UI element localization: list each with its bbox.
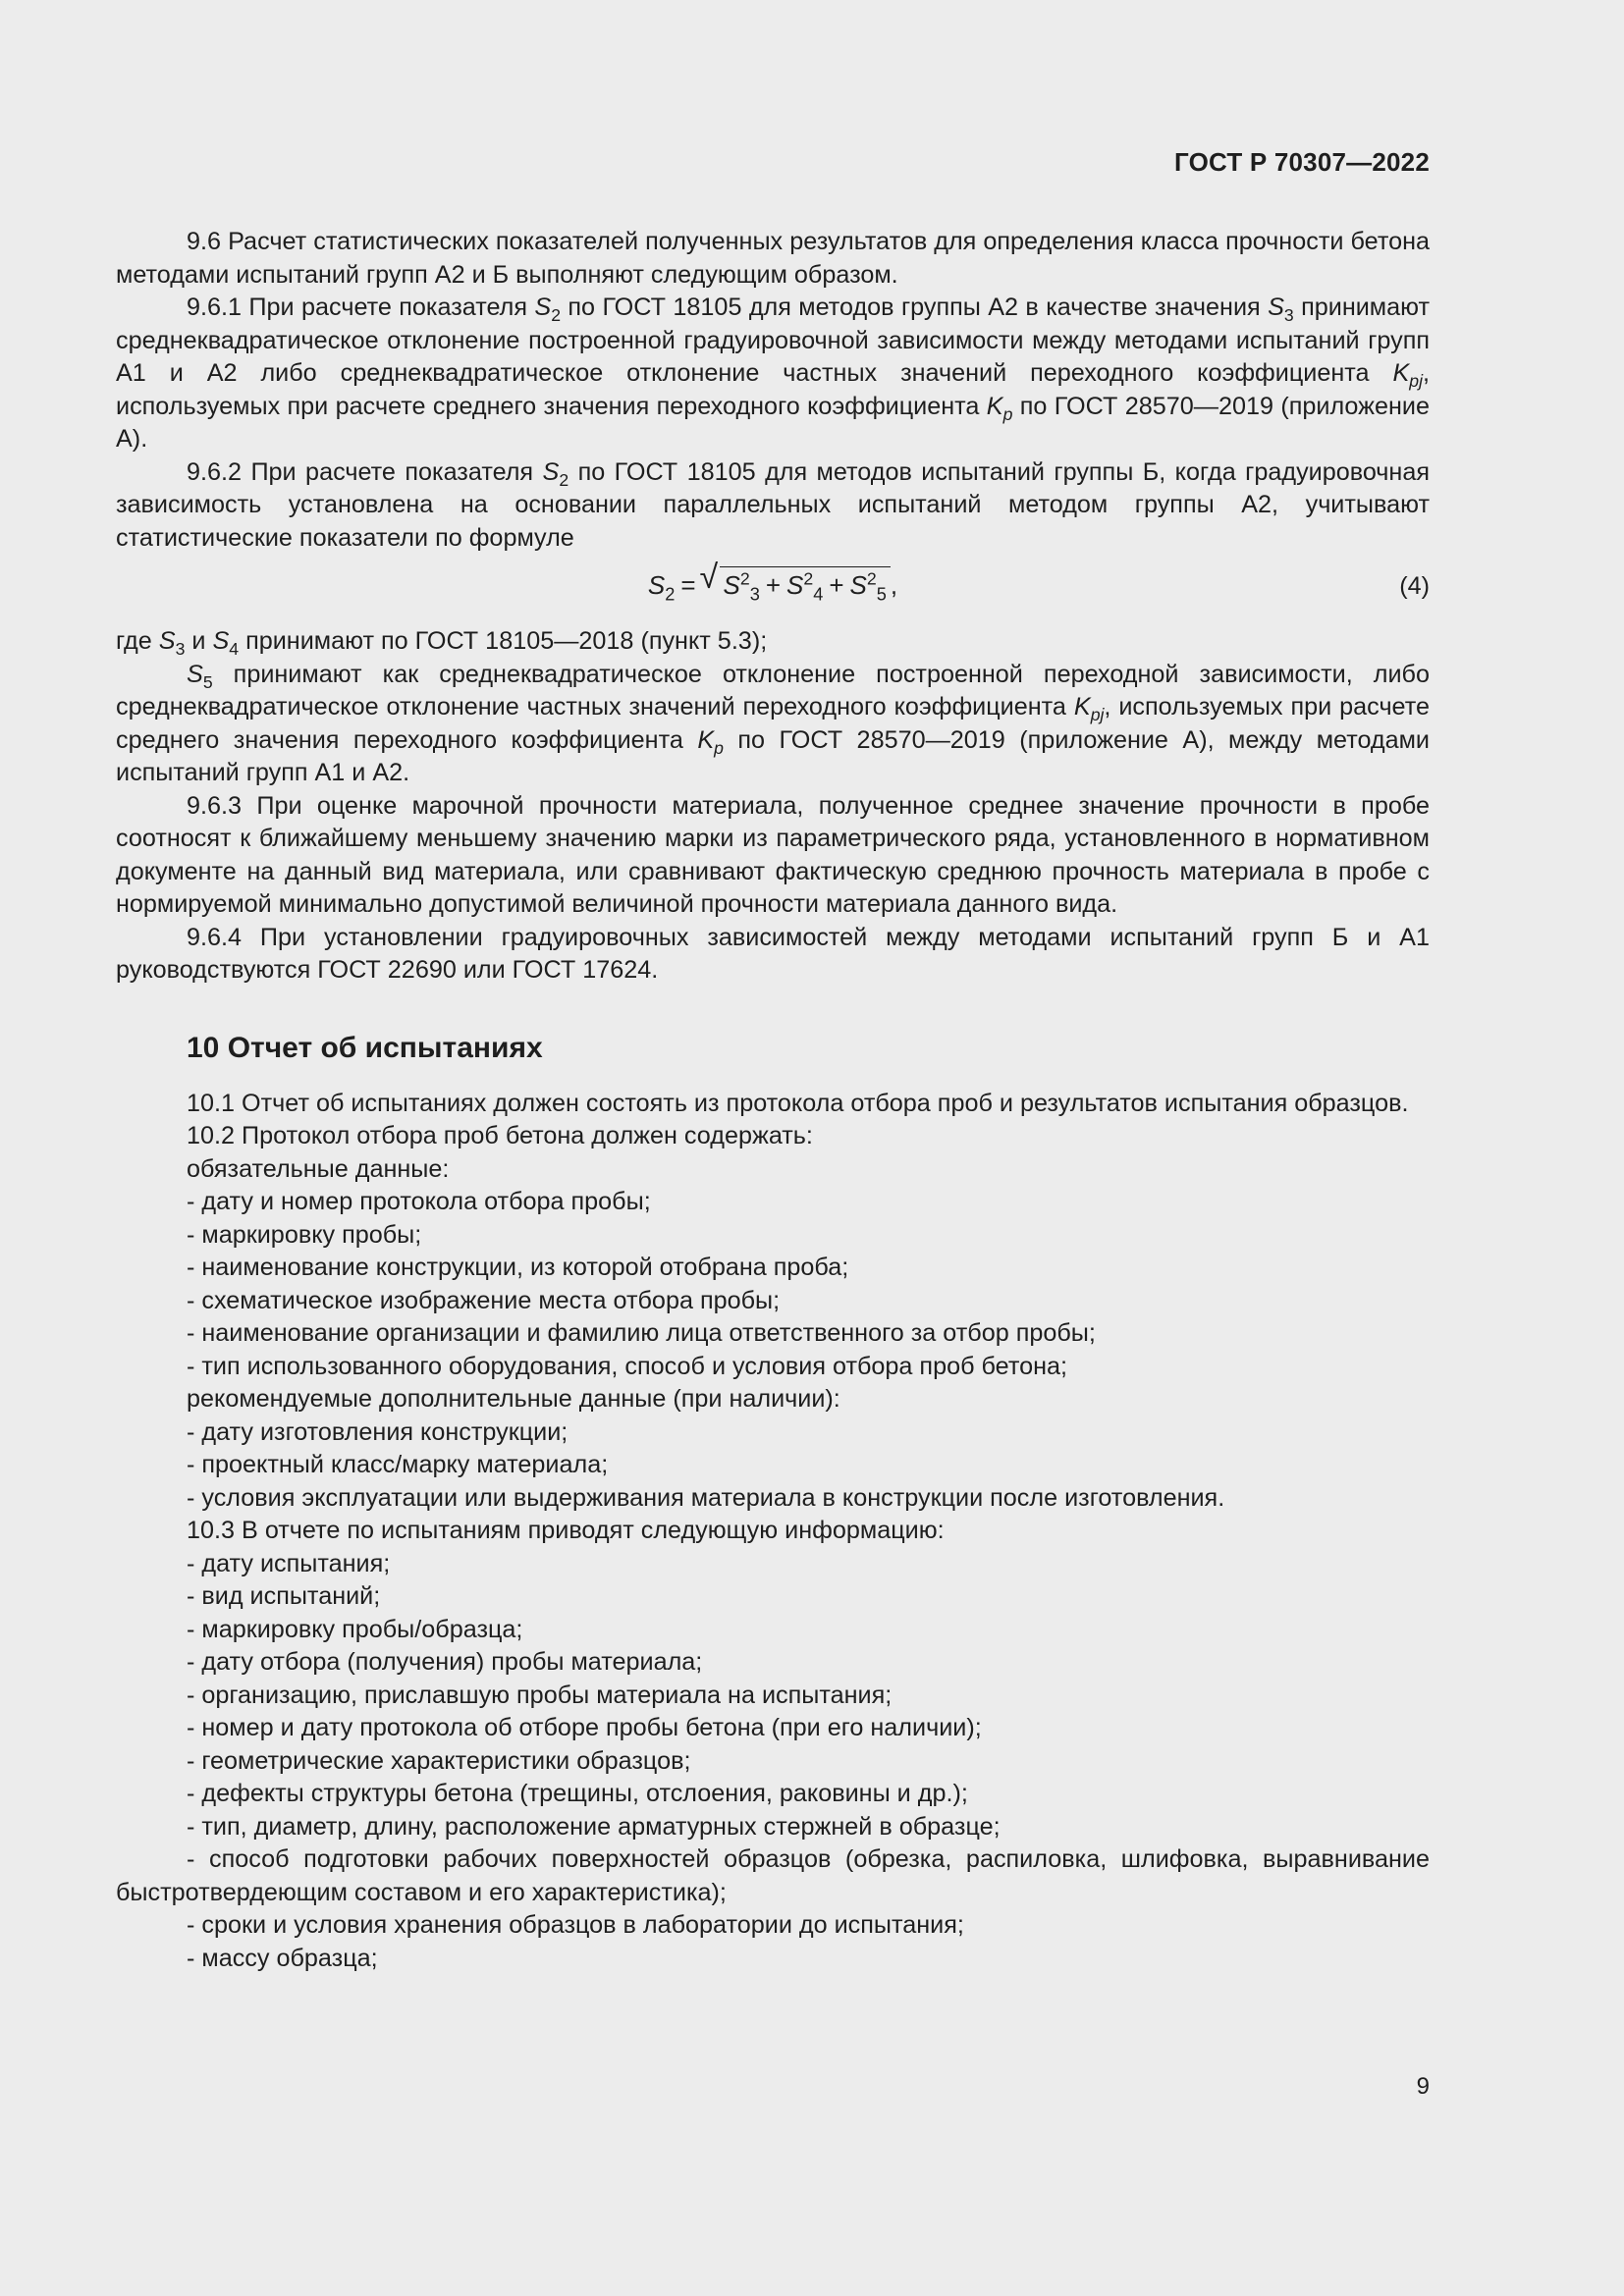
- list-item: - вид испытаний;: [187, 1582, 381, 1610]
- section-10-title: 10 Отчет об испытаниях: [187, 1031, 543, 1064]
- paragraph-10-2: 10.2 Протокол отбора проб бетона должен содержать:: [187, 1122, 813, 1149]
- list-item: - маркировку пробы/образца;: [187, 1615, 523, 1643]
- list-item: - массу образца;: [187, 1944, 378, 1972]
- paragraph-9-6-4: 9.6.4 При установлении градуировочных зависимостей между методами испытаний групп Б и А1 руководствуются ГОСТ 22690 или ГОСТ 17624.: [116, 923, 1430, 984]
- page-content: [116, 226, 1430, 1975]
- list-item: - наименование конструкции, из которой отобрана проба;: [187, 1254, 849, 1281]
- list-item: - дату отбора (получения) пробы материала;: [187, 1648, 703, 1676]
- list-item: - наименование организации и фамилию лица ответственного за отбор пробы;: [187, 1319, 1096, 1347]
- list-item: - дату изготовления конструкции;: [187, 1417, 568, 1446]
- list-item: - сроки и условия хранения образцов в лаборатории до испытания;: [187, 1911, 964, 1939]
- paragraph-9-6-2: 9.6.2 При расчете показателя $S_2$ по ГОСТ 18105 для методов испытаний группы Б, когда градуировочная зависимость установлена на основании параллельных испытаний методом группы А2, учитывают статистические показатели по формуле: [116, 457, 1430, 552]
- list-item: - условия эксплуатации или выдерживания материала в конструкции после изготовления.: [187, 1483, 1225, 1512]
- list-item: - способ подготовки рабочих поверхностей образцов (обрезка, распиловка, шлифовка, выравнивание быстротвердеющим составом и его характеристика);: [116, 1845, 1430, 1906]
- list-item: - геометрические характеристики образцов;: [187, 1746, 691, 1775]
- list-item: - схематическое изображение места отбора пробы;: [187, 1286, 781, 1314]
- formula-expression: $S_2$ =√ $S^2_3 + S^2_4 + S^2_5$ ,: [116, 566, 1430, 603]
- list-item: - дефекты структуры бетона (трещины, отслоения, раковины и др.);: [187, 1780, 968, 1807]
- paragraph-9-6: 9.6 Расчет статистических показателей полученных результатов для определения класса прочности бетона методами испытаний групп А2 и Б выполняют следующим образом.: [116, 228, 1430, 289]
- formula-4: [116, 562, 1430, 621]
- list-item: - маркировку пробы;: [187, 1220, 422, 1249]
- list-item: - дату испытания;: [187, 1549, 391, 1577]
- paragraph-9-6-3: 9.6.3 При оценке марочной прочности материала, полученное среднее значение прочности в пробе соотносят к ближайшему меньшему значению марки из параметрического ряда, установленного в нормативном документе на данный вид материала, или сравнивают фактическую среднюю прочность материала в пробе с нормируемой минимально допустимой величиной прочности материала данного вида.: [116, 791, 1430, 918]
- paragraph-10-3: 10.3 В отчете по испытаниям приводят следующую информацию:: [187, 1517, 945, 1544]
- page-number: 9: [1416, 2073, 1430, 2100]
- list-item: - тип использованного оборудования, способ и условия отбора проб бетона;: [187, 1352, 1068, 1380]
- list-item: - номер и дату протокола об отборе пробы бетона (при его наличии);: [187, 1714, 982, 1741]
- paragraph-10-1: 10.1 Отчет об испытаниях должен состоять из протокола отбора проб и результатов испытания образцов.: [187, 1089, 1409, 1117]
- optional-label: рекомендуемые дополнительные данные (при наличии):: [187, 1385, 840, 1413]
- mandatory-label: обязательные данные:: [187, 1154, 450, 1183]
- list-item: - тип, диаметр, длину, расположение арматурных стержней в образце;: [187, 1812, 1001, 1841]
- where-line: где $S_3$ и $S_4$ принимают по ГОСТ 18105—2018 (пункт 5.3);: [116, 627, 768, 660]
- list-item: - организацию, приславшую пробы материала на испытания;: [187, 1681, 893, 1709]
- paragraph-9-6-1: 9.6.1 При расчете показателя $S_2$ по ГОСТ 18105 для методов группы А2 в качестве значения $S_3$ принимают среднеквадратическое отклонение построенной градуировочной зависимости между методами испытаний групп А1 и А2 либо среднеквадратическое отклонение частных значений переходного коэффициента $K_{pj}$, используемых при расчете среднего значения переходного коэффициента $K_p$ по ГОСТ 28570—2019 (приложение А).: [116, 294, 1431, 453]
- list-item: - дату и номер протокола отбора пробы;: [187, 1188, 651, 1215]
- square-root: √ $S^2_3 + S^2_4 + S^2_5$: [720, 566, 891, 603]
- list-item: - проектный класс/марку материала;: [187, 1451, 609, 1478]
- s5-definition: $S_5$ принимают как среднеквадратическое отклонение построенной переходной зависимости, либо среднеквадратическое отклонение частных значений переходного коэффициента $K_{pj}$, используемых при расчете среднего значения переходного коэффициента $K_p$ по ГОСТ 28570—2019 (приложение А), между методами испытаний групп А1 и А2.: [116, 660, 1430, 786]
- formula-number: (4): [1399, 572, 1430, 600]
- document-header: ГОСТ Р 70307—2022: [1174, 147, 1430, 177]
